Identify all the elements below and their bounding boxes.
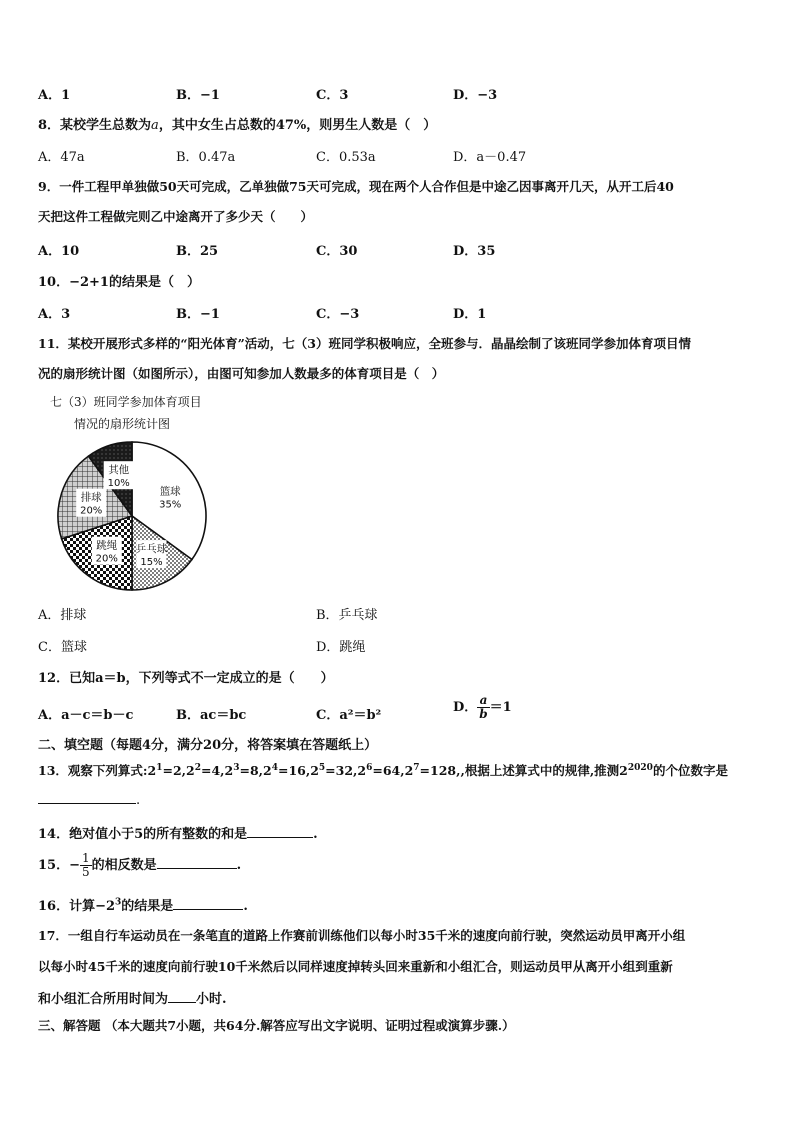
- q17-line-3: [38, 988, 227, 1007]
- q13-text-2: =4,2: [200, 763, 234, 778]
- q9-option-b: B．25: [176, 244, 219, 259]
- q13-exp-6: 6: [366, 762, 373, 773]
- q16-stem: [38, 895, 248, 914]
- q15-fraction: [80, 852, 92, 879]
- q15-numerator: 1: [81, 851, 90, 865]
- q15-stem: [38, 852, 241, 879]
- q12-option-d-prefix: D．: [453, 700, 478, 715]
- q13-text-3: =8,2: [239, 763, 272, 778]
- pie-value-label-2: 15%: [140, 557, 163, 569]
- q8-text-post: ，其中女生占总数的47%，则男生人数是（ ）: [158, 118, 437, 133]
- q13-text-1: =2,2: [162, 763, 195, 778]
- q16-exponent: 3: [115, 897, 122, 908]
- q10-option-c: C．−3: [316, 307, 360, 322]
- q8-option-b: B．0.47a: [176, 150, 236, 165]
- q9-line-1: 9．一件工程甲单独做50天可完成，乙单独做75天可完成，现在两个人合作但是中途乙因事离开几天，从开工后40: [38, 179, 674, 194]
- q14-text: 14．绝对值小于5的所有整数的和是: [38, 827, 248, 842]
- q8-text-pre: 8．某校学生总数为: [38, 118, 152, 133]
- q14-end: .: [313, 827, 318, 842]
- q17-line-3-post: 小时.: [196, 992, 227, 1007]
- q11-option-a: A．排球: [38, 608, 87, 623]
- q8-option-c: C．0.53a: [316, 150, 376, 165]
- q13-text-6: =64,2: [372, 763, 414, 778]
- q12-stem: 12．已知a＝b，下列等式不一定成立的是（ ）: [38, 671, 334, 686]
- pie-category-label-4: 排球: [80, 491, 102, 504]
- q16-answer-blank[interactable]: [173, 897, 243, 910]
- q12-option-b: B．ac＝bc: [176, 708, 247, 723]
- q12-option-d-denominator: b: [479, 707, 488, 721]
- q13-exp-3: 3: [233, 762, 240, 773]
- q17-line-1: 17．一组自行车运动员在一条笔直的道路上作赛前训练他们以每小时35千米的速度向前行驶，突然运动员甲离开小组: [38, 928, 686, 943]
- q8-stem: [38, 114, 436, 133]
- q13-stem: [38, 761, 728, 779]
- q13-answer-line: [38, 791, 140, 808]
- q11-option-b: B．乒乓球: [316, 608, 378, 623]
- q15-answer-blank[interactable]: [157, 856, 237, 869]
- section-3-heading: 三、解答题 （本大题共7小题，共64分.解答应写出文字说明、证明过程或演算步骤.）: [38, 1018, 515, 1033]
- q14-answer-blank[interactable]: [247, 825, 313, 838]
- q13-text-8: 的个位数字是: [652, 763, 728, 778]
- q13-end: .: [136, 793, 141, 808]
- q11-option-d: D．跳绳: [316, 640, 366, 655]
- q12-option-d-suffix: ＝1: [489, 700, 512, 715]
- q13-text-4: =16,2: [277, 763, 319, 778]
- q9-option-d: D．35: [453, 244, 496, 259]
- q10-option-d: D．1: [453, 307, 487, 322]
- pie-value-label-3: 20%: [95, 553, 118, 565]
- q13-exp-7: 7: [413, 762, 420, 773]
- q13-exp-4: 4: [271, 762, 278, 773]
- pie-value-label-5: 10%: [107, 478, 130, 490]
- q12-option-d-numerator: a: [477, 694, 489, 708]
- q16-prefix: 16．计算−2: [38, 899, 116, 914]
- q11-option-c: C．篮球: [38, 640, 87, 655]
- q12-option-a: A．a－c＝b－c: [38, 708, 134, 723]
- q13-exp-2: 2: [194, 762, 201, 773]
- q12-option-d-fraction: [477, 694, 489, 721]
- q14-stem: [38, 823, 318, 842]
- q16-end: .: [243, 899, 248, 914]
- q15-suffix: 的相反数是: [91, 858, 157, 873]
- q8-option-a: A．47a: [38, 150, 85, 165]
- q17-answer-blank[interactable]: [168, 990, 196, 1003]
- q9-option-c: C．30: [316, 244, 358, 259]
- q13-text-5: =32,2: [325, 763, 367, 778]
- q15-denominator: 5: [81, 865, 90, 879]
- q13-prefix: 13．观察下列算式:2: [38, 763, 157, 778]
- q9-option-a: A．10: [38, 244, 80, 259]
- q15-end: .: [236, 858, 242, 873]
- q16-suffix: 的结果是: [121, 899, 174, 914]
- q8-option-d: D．a－0.47: [453, 150, 527, 165]
- q10-option-b: B．−1: [176, 307, 220, 322]
- q17-line-2: 以每小时45千米的速度向前行驶10千米然后以同样速度掉转头回来重新和小组汇合，则运动员甲从离开小组到重新: [38, 959, 673, 974]
- q13-text-7: =128,,根据上述算式中的规律,推测2: [419, 763, 628, 778]
- q13-exp-8: 2020: [627, 762, 653, 773]
- q8-var: a: [151, 118, 159, 133]
- q10-stem: 10．−2+1的结果是（ ）: [38, 275, 200, 290]
- pie-category-label-3: 跳绳: [96, 539, 118, 552]
- pie-category-label-2: 乒乓球: [135, 543, 168, 556]
- q10-option-a: A．3: [38, 307, 71, 322]
- q13-exp-1: 1: [156, 762, 163, 773]
- q7-option-b: B．−1: [176, 88, 220, 103]
- q12-option-c: C．a²＝b²: [316, 708, 382, 723]
- pie-category-label-1: 篮球: [159, 485, 181, 498]
- q7-option-c: C．3: [316, 88, 349, 103]
- q12-option-d: [453, 694, 512, 721]
- q15-prefix: 15．−: [38, 858, 80, 873]
- chart-subtitle: 情况的扇形统计图: [74, 417, 171, 431]
- chart-title: 七（3）班同学参加体育项目: [50, 395, 202, 409]
- pie-chart: [52, 436, 212, 596]
- q13-answer-blank[interactable]: [38, 791, 136, 804]
- pie-category-label-5: 其他: [108, 464, 130, 477]
- q17-line-3-pre: 和小组汇合所用时间为: [38, 992, 169, 1007]
- pie-value-label-4: 20%: [80, 505, 103, 517]
- q11-line-1: 11．某校开展形式多样的“阳光体育”活动，七（3）班同学积极响应，全班参与．晶晶绘制了该班同学参加体育项目情: [38, 336, 691, 351]
- pie-value-label-1: 35%: [159, 499, 182, 511]
- q9-line-2: 天把这件工程做完则乙中途离开了多少天（ ）: [38, 209, 314, 224]
- q7-option-d: D．−3: [453, 88, 498, 103]
- q11-line-2: 况的扇形统计图（如图所示），由图可知参加人数最多的体育项目是（ ）: [38, 366, 445, 381]
- q13-exp-5: 5: [318, 762, 326, 773]
- q7-option-a: A．1: [38, 88, 71, 103]
- section-2-heading: 二、填空题（每题4分，满分20分，将答案填在答题纸上）: [38, 738, 378, 753]
